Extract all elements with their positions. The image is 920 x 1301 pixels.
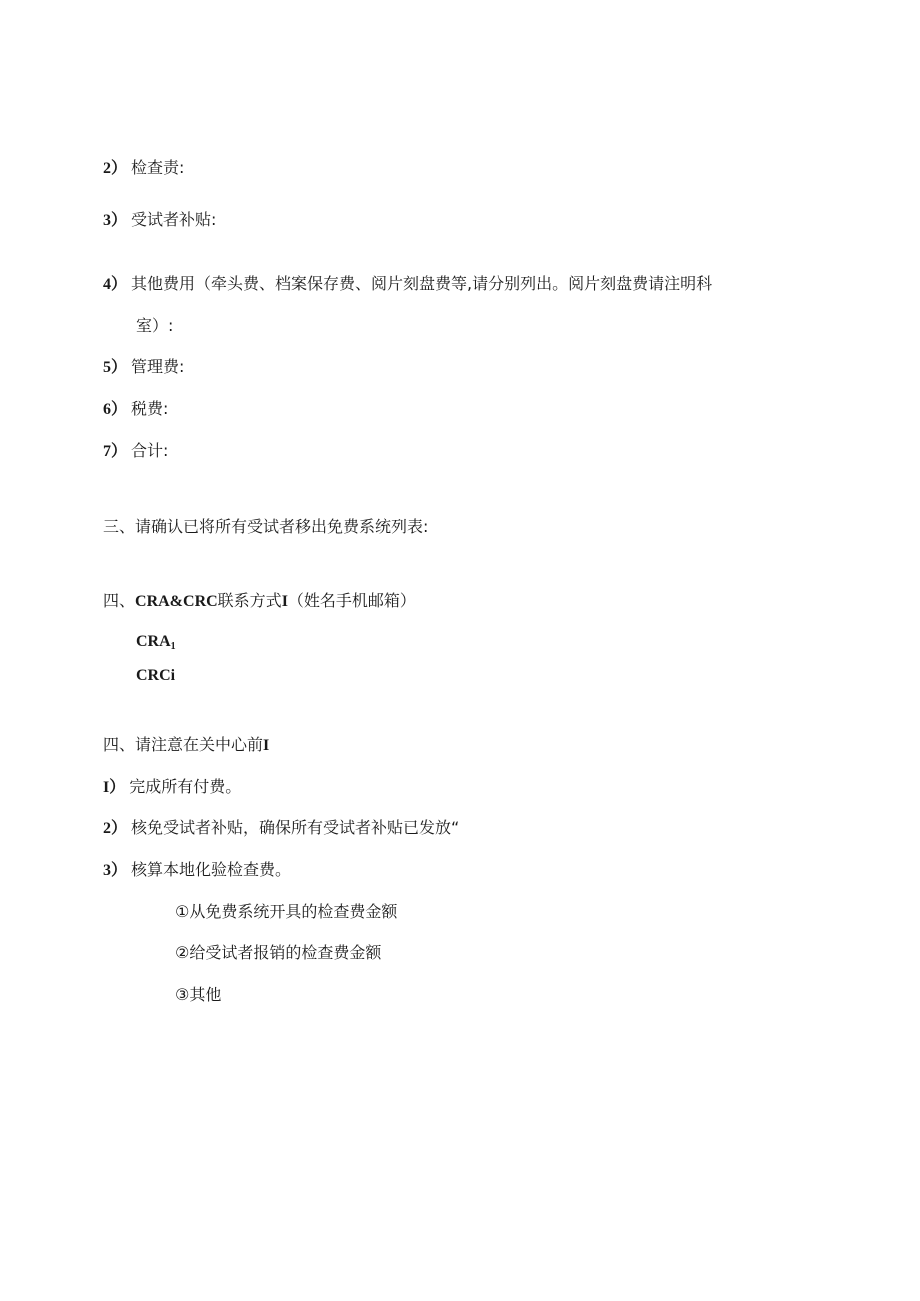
crc-contact: [136, 665, 175, 686]
closing-item-2: [103, 818, 459, 839]
item-subject-subsidy: [103, 210, 216, 231]
closing-subitem-2: [175, 943, 381, 963]
heading-prefix: 四、: [103, 591, 136, 610]
item-inspection-fee: [103, 158, 184, 179]
subitem-label: ②给受试者报销的检查费金额: [175, 943, 382, 962]
item-number: 3）: [103, 862, 128, 879]
item-label: 核免受试者补贴，确保所有受试者补贴已发放“: [131, 818, 460, 837]
heading-text: 三、请确认已将所有受试者移出免费系统列表:: [103, 517, 429, 536]
cra-subscript: 1: [170, 641, 176, 652]
item-label: 检查责:: [131, 158, 185, 177]
heading-latin: CRA&CRC: [135, 593, 218, 610]
heading-text: 四、请注意在关中心前: [103, 735, 264, 754]
item-number: 5）: [103, 359, 128, 376]
item-label-continuation: 室）:: [136, 316, 174, 335]
section-4-closing-heading: [103, 735, 269, 756]
item-label: 核算本地化验检查费。: [131, 860, 292, 879]
item-label: 受试者补贴:: [131, 210, 217, 229]
item-other-fees: [103, 274, 712, 295]
item-number: 7）: [103, 443, 128, 460]
heading-latin: I: [263, 737, 270, 754]
section-3-heading: [103, 517, 428, 537]
section-4-contact-heading: [103, 591, 416, 612]
item-total: [103, 441, 168, 462]
item-number: 6）: [103, 401, 128, 418]
heading-suffix: （姓名手机邮箱）: [287, 591, 416, 610]
heading-latin-2: I: [281, 593, 288, 610]
item-management-fee: [103, 357, 184, 378]
subitem-label: ③其他: [175, 985, 222, 1004]
item-number: 2）: [103, 820, 128, 837]
item-label: 完成所有付费。: [129, 777, 242, 796]
closing-subitem-3: [175, 985, 221, 1005]
item-label: 合计:: [131, 441, 169, 460]
heading-mid: 联系方式: [217, 591, 282, 610]
item-number: 2）: [103, 160, 128, 177]
item-other-fees-continuation: [136, 316, 173, 336]
crc-label: CRCi: [136, 667, 176, 684]
closing-item-3: [103, 860, 291, 881]
item-tax: [103, 399, 168, 420]
subitem-label: ①从免费系统开具的检查费金额: [175, 902, 398, 921]
cra-label: CRA: [136, 633, 171, 650]
cra-contact: [136, 631, 176, 657]
closing-item-1: [103, 777, 241, 798]
item-number: 3）: [103, 212, 128, 229]
item-label: 税费:: [131, 399, 169, 418]
closing-subitem-1: [175, 902, 397, 922]
item-label: 其他费用（牵头费、档案保存费、阅片刻盘费等,请分别列出。阅片刻盘费请注明科: [131, 274, 713, 293]
item-number: I）: [103, 779, 126, 796]
item-label: 管理费:: [131, 357, 185, 376]
item-number: 4）: [103, 276, 128, 293]
